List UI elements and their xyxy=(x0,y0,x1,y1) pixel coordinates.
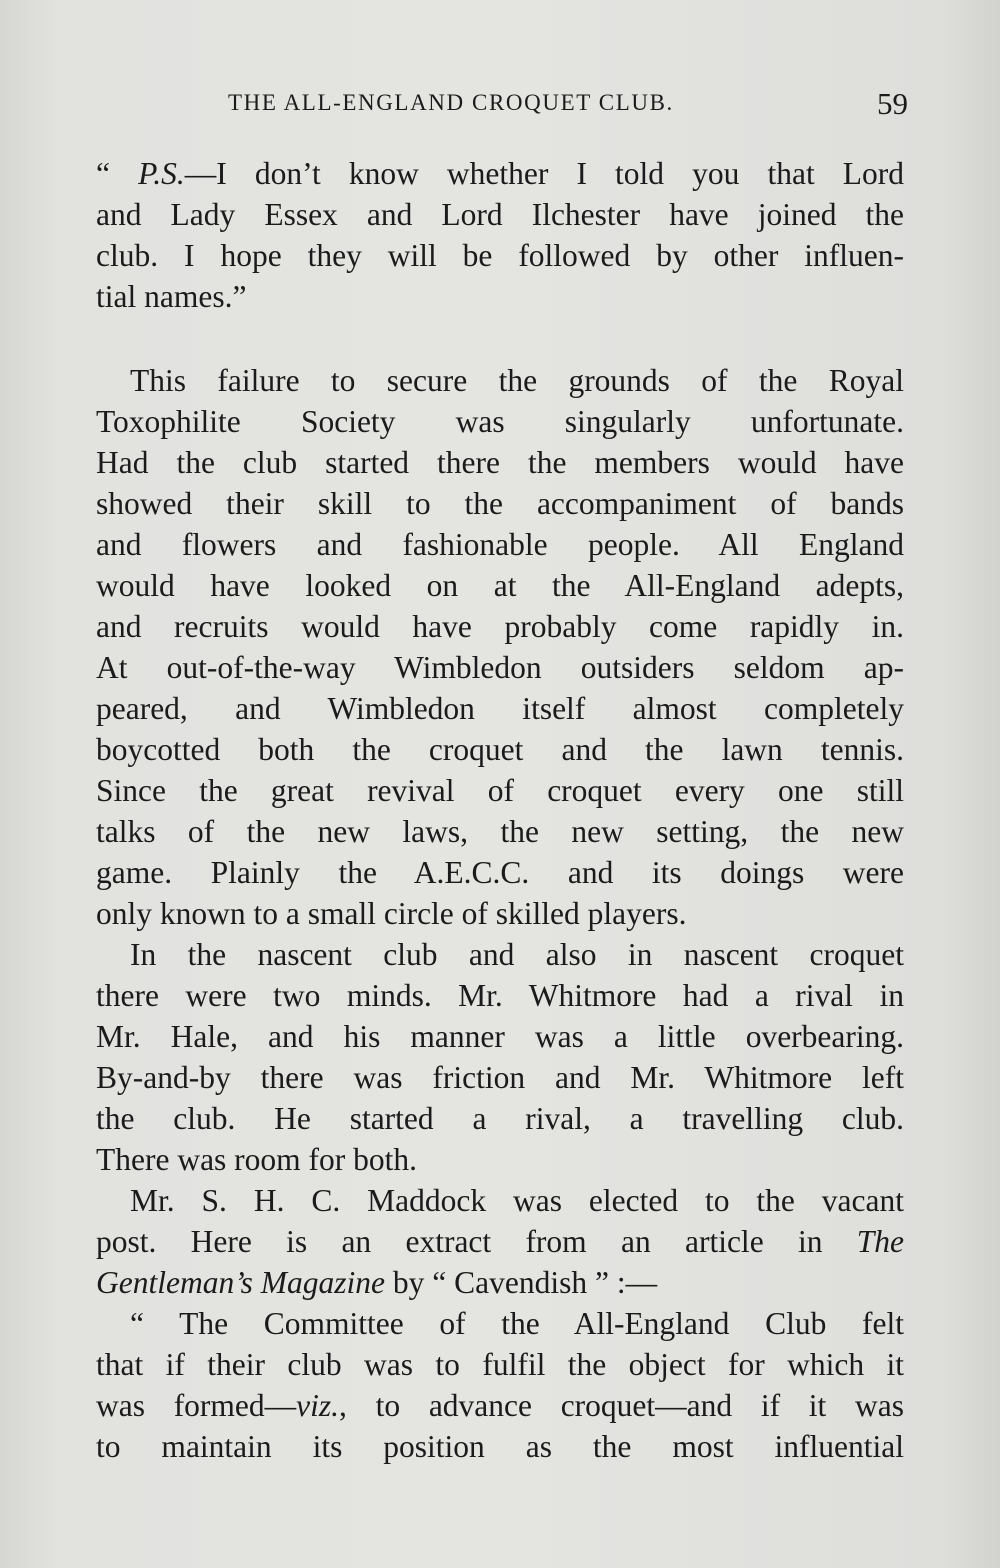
text-line: the club. He started a rival, a travelling club. xyxy=(96,1101,904,1136)
text-line: to maintain its position as the most influential xyxy=(96,1429,904,1464)
body-text xyxy=(96,360,904,1467)
italic-text: Gentleman’s Magazine xyxy=(96,1265,386,1300)
text-line: and flowers and fashionable people. All England xyxy=(96,527,904,562)
text-run: —I don’t know whether I told you that Lord xyxy=(184,156,905,191)
running-title: THE ALL-ENGLAND CROQUET CLUB. xyxy=(228,90,674,115)
text-line: “ The Committee of the All-England Club felt xyxy=(130,1306,904,1341)
text-line: Since the great revival of croquet every one still xyxy=(96,773,904,808)
italic-text: The xyxy=(856,1224,904,1259)
text-line xyxy=(96,1262,904,1303)
text-line: and recruits would have probably come rapidly in. xyxy=(96,609,904,644)
text-line: club. I hope they will be followed by other influen- xyxy=(96,238,904,273)
running-head xyxy=(98,86,908,126)
text-line: There was room for both. xyxy=(96,1142,418,1177)
text-line: By-and-by there was friction and Mr. Whitmore left xyxy=(96,1060,904,1095)
text-run: by “ Cavendish ” :— xyxy=(385,1265,658,1300)
text-run: post. Here is an extract from an article in xyxy=(96,1224,857,1259)
page-number: 59 xyxy=(877,86,908,121)
text-line: boycotted both the croquet and the lawn tennis. xyxy=(96,732,904,767)
text-line: In the nascent club and also in nascent croquet xyxy=(130,937,904,972)
text-line: This failure to secure the grounds of the Royal xyxy=(130,363,904,398)
text-run: “ xyxy=(96,156,139,191)
text-line: showed their skill to the accompaniment of bands xyxy=(96,486,904,521)
text-line: would have looked on at the All-England adepts, xyxy=(96,568,904,603)
text-run: , to advance croquet—and if it was xyxy=(339,1388,904,1423)
postscript-paragraph xyxy=(96,153,904,317)
text-line xyxy=(96,1221,904,1262)
text-line: that if their club was to fulfil the object for which it xyxy=(96,1347,904,1382)
text-line: Mr. S. H. C. Maddock was elected to the vacant xyxy=(130,1183,904,1218)
text-line: Had the club started there the members would have xyxy=(96,445,904,480)
text-line: only known to a small circle of skilled players. xyxy=(96,896,687,931)
text-line: there were two minds. Mr. Whitmore had a rival in xyxy=(96,978,904,1013)
text-line: Toxophilite Society was singularly unfortunate. xyxy=(96,404,904,439)
text-line: and Lady Essex and Lord Ilchester have joined the xyxy=(96,197,904,232)
text-line xyxy=(96,153,904,194)
text-line: At out-of-the-way Wimbledon outsiders seldom ap- xyxy=(96,650,904,685)
text-line: game. Plainly the A.E.C.C. and its doings were xyxy=(96,855,904,890)
text-line: tial names.” xyxy=(96,279,247,314)
italic-text: viz. xyxy=(296,1388,340,1423)
text-line: talks of the new laws, the new setting, the new xyxy=(96,814,904,849)
text-line: Mr. Hale, and his manner was a little overbearing. xyxy=(96,1019,904,1054)
text-line: peared, and Wimbledon itself almost completely xyxy=(96,691,904,726)
text-run: was formed— xyxy=(96,1388,297,1423)
italic-text: P.S. xyxy=(138,156,185,191)
text-line xyxy=(96,1385,904,1426)
